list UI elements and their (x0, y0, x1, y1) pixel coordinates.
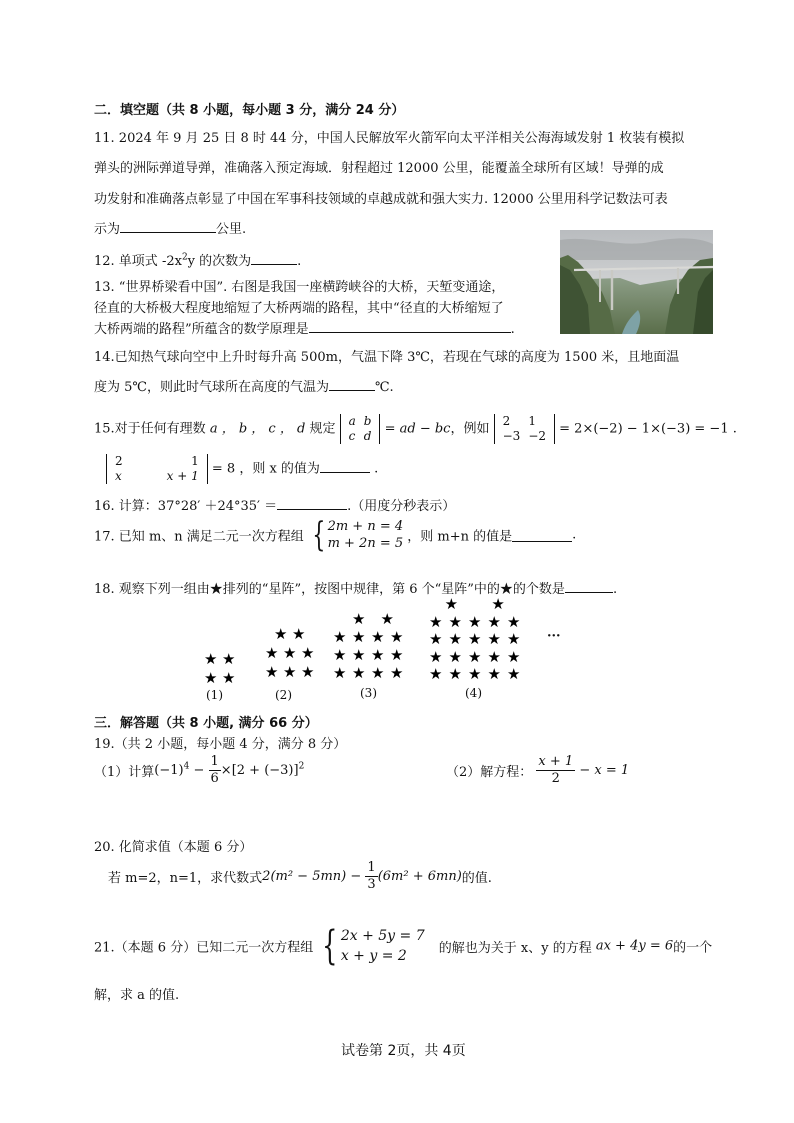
star-icon: ★ (448, 665, 462, 683)
star-icon: ★ (448, 630, 462, 648)
section-title-solve: 三．解答题（共 8 小题, 满分 66 分） (94, 716, 318, 731)
q19-p2-rest: − x = 1 (579, 763, 630, 778)
q13-answer-blank[interactable] (309, 319, 511, 333)
star-icon: ★ (352, 610, 366, 628)
q12-exponent: 2 (181, 252, 188, 263)
star-icon: ★ (507, 647, 521, 666)
star-icon: ★ (265, 644, 279, 662)
q15-question-eq: = 8 (211, 461, 236, 477)
q14-answer-blank[interactable] (329, 377, 375, 391)
q20-line (108, 860, 492, 893)
star-icon: ★ (204, 650, 218, 668)
star-icon: ★ (468, 647, 482, 666)
star-icon: ★ (222, 669, 236, 687)
frac-num: x + 1 (538, 754, 574, 769)
det-cell: d (363, 429, 372, 443)
q21-brace: { (322, 923, 338, 969)
star-icon: ★ (487, 630, 501, 648)
q18-period: . (612, 582, 618, 597)
q15-def-word: 规定 (309, 421, 336, 437)
q20-expr-b: (6m² + 6mn) (377, 869, 462, 884)
q15-example-result: = 2×(−2) − 1×(−3) = −1 . (559, 421, 737, 437)
q13-line3-text: 大桥两端的路程”所蕴含的数学原理是 (94, 322, 309, 337)
q19-p1-exp: 4 (183, 761, 190, 772)
q16-note: .（用度分秒表示） (347, 499, 456, 514)
star-icon: ★ (507, 665, 521, 683)
q14-unit: ℃. (374, 380, 394, 395)
figure-label-4: (4) (465, 686, 482, 700)
star-icon: ★ (371, 628, 385, 646)
star-icon: ★ (265, 663, 279, 681)
star-icon: ★ (352, 646, 366, 664)
q13-period: . (510, 322, 515, 337)
frac-num: 1 (210, 754, 219, 769)
figure-ellipsis: ··· (547, 629, 561, 644)
star-icon: ★ (487, 612, 501, 631)
star-icon: ★ (283, 644, 297, 662)
q20-heading: 20. 化简求值（本题 6 分） (94, 840, 253, 855)
q12-line (94, 250, 301, 269)
q18-line (94, 578, 617, 597)
star-icon: ★ (352, 628, 366, 646)
q16-answer-blank[interactable] (277, 496, 347, 510)
q20-fraction (365, 860, 377, 893)
q11-line4 (94, 218, 246, 237)
q19-part2 (446, 754, 629, 787)
star-icon: ★ (468, 612, 482, 631)
frac-den: 2 (551, 771, 560, 786)
star-icon: ★ (468, 665, 482, 683)
det-cell: b (363, 414, 372, 428)
q15-question-determinant (106, 454, 208, 484)
q19-p1-label: （1）计算 (94, 765, 155, 780)
det-cell: 1 (191, 454, 199, 468)
q14-line1: 14.已知热气球向空中上升时每升高 500m，气温下降 3℃，若现在气球的高度为 1500 米，且地面温 (94, 350, 680, 365)
q11-line1: 11. 2024 年 9 月 25 日 8 时 44 分，中国人民解放军火箭军向太平洋相关公海海域发射 1 枚装有模拟 (94, 131, 685, 146)
star-icon: ★ (448, 647, 462, 666)
q16-text: 16. 计算：37°28′ ＋24°35′ ＝ (94, 499, 278, 514)
det-cell: a (348, 414, 356, 428)
star-icon: ★ (429, 665, 443, 683)
det-cell: −2 (528, 429, 547, 443)
q15-text: 15.对于任何有理数 (94, 421, 206, 437)
det-cell: x + 1 (166, 469, 199, 483)
q15-answer-blank[interactable] (320, 459, 370, 473)
star-icon: ★ (380, 610, 394, 628)
q17-eq1: 2m + n = 4 (327, 519, 404, 534)
q17-eq2: m + 2n = 5 (327, 536, 404, 551)
q15-example-word: ，例如 (450, 421, 490, 437)
figure-label-3: (3) (360, 686, 377, 700)
star-icon: ★ (274, 625, 288, 643)
q19-p1-fraction (209, 754, 221, 787)
q17-text: 17. 已知 m、n 满足二元一次方程组 (94, 529, 304, 545)
q11-answer-blank[interactable] (120, 219, 216, 233)
star-icon: ★ (444, 595, 459, 613)
q20-text: 若 m=2，n=1，求代数式 (108, 871, 263, 886)
det-cell: 2 (502, 414, 511, 428)
q15-line2 (106, 454, 378, 484)
q21-text3: 的一个 (673, 940, 713, 956)
q21-line2: 解，求 a 的值. (94, 988, 180, 1003)
star-icon: ★ (301, 663, 315, 681)
q19-p1-minus: − (193, 763, 205, 778)
q15-vars: a ， b ， c ， d (209, 421, 306, 437)
star-icon: ★ (429, 630, 443, 648)
q13-line1: 13. “世界桥梁看中国”. 右图是我国一座横跨峡谷的大桥，天堑变通途， (94, 280, 505, 295)
q17-text2: ，则 m+n 的值是 (407, 529, 513, 545)
star-icon: ★ (204, 669, 218, 687)
q12-text-mid: y 的次数为 (187, 254, 252, 269)
q17-line (94, 515, 577, 555)
q19-p1-exp2: 2 (298, 761, 305, 772)
q17-system (328, 518, 404, 552)
det-cell: 2 (115, 454, 123, 468)
q21-text2: 的解也为关于 x、y 的方程 (438, 940, 592, 956)
q19-p2-fraction (536, 754, 575, 787)
q13-line2: 径直的大桥极大程度地缩短了大桥两端的路程，其中“径直的大桥缩短了 (94, 301, 504, 316)
q15-example-determinant (494, 414, 555, 444)
star-icon: ★ (352, 664, 366, 682)
q21-eq1: 2x + 5y = 7 (340, 928, 425, 944)
star-icon: ★ (507, 630, 521, 648)
q13-line3 (94, 318, 515, 337)
q11-line4-unit: 公里. (216, 222, 247, 237)
star-icon: ★ (333, 664, 347, 682)
q17-period: . (572, 527, 577, 543)
star-icon: ★ (390, 664, 404, 682)
q20-post: 的值. (461, 871, 492, 886)
q15-line1 (94, 414, 737, 444)
star-icon: ★ (429, 647, 443, 666)
star-icon: ★ (283, 663, 297, 681)
page-footer: 试卷第 2页，共 4页 (341, 1043, 466, 1059)
det-cell: c (348, 429, 356, 443)
q18-text: 18. 观察下列一组由★排列的“星阵”，按图中规律，第 6 个“星阵”中的★的个数是 (94, 582, 565, 597)
q12-text: 12. 单项式 -2x (94, 254, 182, 269)
q19-heading: 19.（共 2 小题，每小题 4 分，满分 8 分） (94, 737, 347, 752)
q18-answer-blank[interactable] (565, 579, 613, 593)
q15-question-text: ，则 x 的值为 (239, 461, 320, 477)
q12-period: . (297, 254, 302, 269)
q21-eq2: x + y = 2 (340, 948, 407, 964)
q15-def-formula: = ad − bc (384, 421, 451, 437)
q11-line3: 功发射和准确落点彰显了中国在军事科技领域的卓越成就和强大实力. 12000 公里用科学记数法可表 (94, 192, 668, 207)
frac-den: 3 (367, 877, 376, 892)
q14-line2 (94, 376, 394, 395)
q14-line2-text: 度为 5℃，则此时气球所在高度的气温为 (94, 380, 329, 395)
q15-def-determinant (340, 414, 381, 444)
star-icon: ★ (507, 612, 521, 631)
star-icon: ★ (491, 595, 505, 613)
q17-brace: { (312, 515, 326, 555)
star-icon: ★ (292, 625, 306, 643)
q16-line (94, 495, 455, 514)
star-icon: ★ (390, 628, 404, 646)
star-icon: ★ (301, 644, 315, 662)
q11-line2: 弹头的洲际弹道导弹，准确落入预定海域．射程超过 12000 公里，能覆盖全球所有区域！导弹的成 (94, 161, 664, 176)
q21-text: 21.（本题 6 分）已知二元一次方程组 (94, 940, 314, 956)
star-icon: ★ (429, 612, 443, 631)
q17-answer-blank[interactable] (512, 528, 572, 542)
det-cell: 1 (528, 414, 536, 428)
q19-p1-base: (−1) (154, 763, 184, 778)
q21-system (341, 926, 425, 966)
figure-label-1: (1) (206, 688, 223, 702)
star-icon: ★ (487, 647, 501, 666)
star-icon: ★ (371, 664, 385, 682)
star-icon: ★ (487, 665, 501, 683)
q19-p2-label: （2）解方程： (446, 765, 533, 780)
q11-line4-text: 示为 (94, 222, 121, 237)
star-icon: ★ (448, 612, 462, 631)
q15-period: . (374, 461, 379, 477)
star-icon: ★ (222, 650, 236, 668)
q12-answer-blank[interactable] (251, 251, 297, 265)
q20-expr-a: 2(m² − 5mn) − (262, 869, 362, 884)
frac-den: 6 (210, 771, 219, 786)
section-title-fill-blank: 二．填空题（共 8 小题，每小题 3 分，满分 24 分） (94, 103, 405, 118)
star-icon: ★ (333, 628, 347, 646)
figure-label-2: (2) (275, 688, 292, 702)
det-cell: x (115, 469, 122, 483)
q21-eq3: ax + 4y = 6 (595, 938, 674, 954)
bridge-photo (560, 230, 713, 334)
star-icon: ★ (468, 630, 482, 648)
frac-num: 1 (367, 860, 376, 875)
star-icon: ★ (390, 646, 404, 664)
q21-line1 (94, 923, 713, 969)
q19-p1-rest: ×[2 + (−3)] (220, 763, 299, 778)
det-cell: −3 (502, 429, 521, 443)
q19-part1 (94, 754, 304, 787)
star-icon: ★ (333, 646, 347, 664)
star-icon: ★ (371, 646, 385, 664)
